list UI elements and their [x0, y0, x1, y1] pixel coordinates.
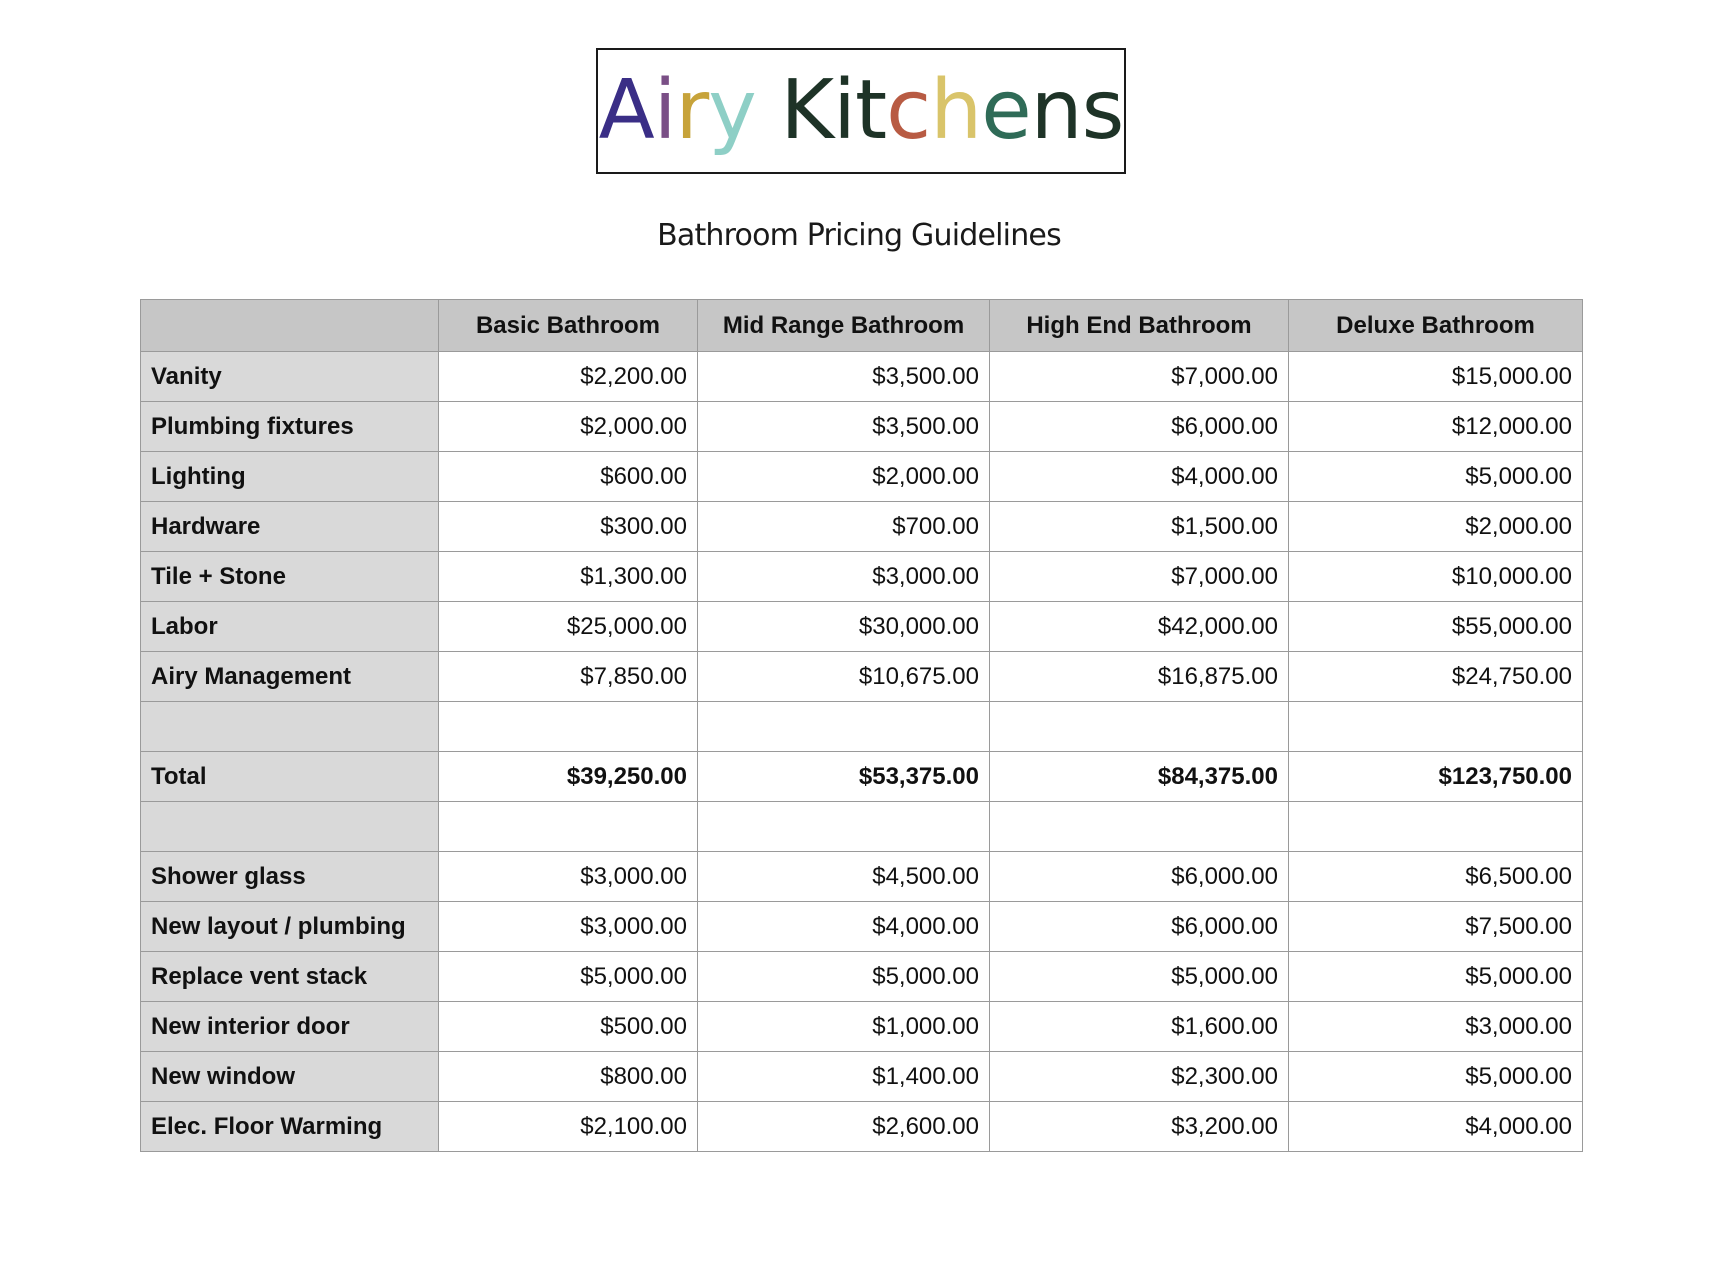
price-cell: $2,100.00 [439, 1102, 698, 1152]
logo-letter: t [854, 63, 887, 158]
price-cell: $1,400.00 [698, 1052, 990, 1102]
table-row [141, 952, 1583, 1002]
logo-letter: r [675, 63, 709, 158]
price-cell: $7,000.00 [990, 552, 1289, 602]
price-cell: $24,750.00 [1289, 652, 1583, 702]
price-cell: $5,000.00 [1289, 952, 1583, 1002]
price-cell: $39,250.00 [439, 752, 698, 802]
row-label: Labor [141, 602, 439, 652]
table-row [141, 1002, 1583, 1052]
row-label: Total [141, 752, 439, 802]
total-row [141, 752, 1583, 802]
row-label: New window [141, 1052, 439, 1102]
row-label: Elec. Floor Warming [141, 1102, 439, 1152]
logo-letter: s [1081, 63, 1124, 158]
header-deluxe-bathroom: Deluxe Bathroom [1289, 300, 1583, 352]
logo-letter: i [653, 63, 676, 158]
row-label [141, 802, 439, 852]
row-label: New layout / plumbing [141, 902, 439, 952]
price-cell: $600.00 [439, 452, 698, 502]
price-cell: $800.00 [439, 1052, 698, 1102]
table-row [141, 502, 1583, 552]
price-cell: $6,000.00 [990, 902, 1289, 952]
row-label [141, 702, 439, 752]
price-cell: $12,000.00 [1289, 402, 1583, 452]
price-cell: $84,375.00 [990, 752, 1289, 802]
price-cell: $3,000.00 [439, 852, 698, 902]
table-row [141, 602, 1583, 652]
price-cell: $5,000.00 [698, 952, 990, 1002]
price-cell: $42,000.00 [990, 602, 1289, 652]
price-cell: $7,000.00 [990, 352, 1289, 402]
logo-letter: i [833, 63, 855, 158]
logo-letter: y [708, 63, 756, 158]
row-label: Vanity [141, 352, 439, 402]
table-row [141, 1102, 1583, 1152]
price-cell: $30,000.00 [698, 602, 990, 652]
price-cell: $1,300.00 [439, 552, 698, 602]
row-label: Shower glass [141, 852, 439, 902]
price-cell: $3,000.00 [439, 902, 698, 952]
price-cell: $53,375.00 [698, 752, 990, 802]
price-cell [698, 702, 990, 752]
price-cell [439, 702, 698, 752]
page-title: Bathroom Pricing Guidelines [657, 218, 1061, 253]
price-cell: $7,500.00 [1289, 902, 1583, 952]
spacer-row [141, 702, 1583, 752]
price-cell: $6,500.00 [1289, 852, 1583, 902]
price-cell: $6,000.00 [990, 402, 1289, 452]
price-cell [990, 702, 1289, 752]
price-cell: $2,600.00 [698, 1102, 990, 1152]
price-cell [698, 802, 990, 852]
table-row [141, 852, 1583, 902]
price-cell: $2,300.00 [990, 1052, 1289, 1102]
table-row [141, 352, 1583, 402]
price-cell: $7,850.00 [439, 652, 698, 702]
logo-wordmark [598, 63, 1124, 158]
price-cell: $16,875.00 [990, 652, 1289, 702]
price-cell: $10,675.00 [698, 652, 990, 702]
table-row [141, 902, 1583, 952]
logo-letter: A [598, 63, 654, 158]
row-label: Tile + Stone [141, 552, 439, 602]
row-label: Plumbing fixtures [141, 402, 439, 452]
row-label: Replace vent stack [141, 952, 439, 1002]
header-basic-bathroom: Basic Bathroom [439, 300, 698, 352]
spacer-row [141, 802, 1583, 852]
price-cell: $1,500.00 [990, 502, 1289, 552]
header-high-end-bathroom: High End Bathroom [990, 300, 1289, 352]
price-cell: $1,000.00 [698, 1002, 990, 1052]
logo-letter: e [981, 63, 1031, 158]
price-cell: $6,000.00 [990, 852, 1289, 902]
logo-letter: K [780, 63, 834, 158]
price-cell: $700.00 [698, 502, 990, 552]
logo-letter: n [1030, 63, 1082, 158]
price-cell: $5,000.00 [1289, 452, 1583, 502]
header-corner [141, 300, 439, 352]
price-cell: $4,000.00 [1289, 1102, 1583, 1152]
price-cell: $1,600.00 [990, 1002, 1289, 1052]
table-row [141, 402, 1583, 452]
price-cell: $15,000.00 [1289, 352, 1583, 402]
row-label: New interior door [141, 1002, 439, 1052]
price-cell: $2,200.00 [439, 352, 698, 402]
row-label: Hardware [141, 502, 439, 552]
table-row [141, 552, 1583, 602]
table-row [141, 452, 1583, 502]
price-cell [1289, 702, 1583, 752]
price-cell: $4,000.00 [698, 902, 990, 952]
price-cell: $300.00 [439, 502, 698, 552]
row-label: Lighting [141, 452, 439, 502]
price-cell: $5,000.00 [990, 952, 1289, 1002]
price-cell: $3,000.00 [698, 552, 990, 602]
price-cell: $4,500.00 [698, 852, 990, 902]
price-cell: $3,500.00 [698, 402, 990, 452]
pricing-table [140, 299, 1583, 1152]
price-cell: $5,000.00 [439, 952, 698, 1002]
price-cell: $2,000.00 [698, 452, 990, 502]
price-cell: $3,500.00 [698, 352, 990, 402]
table-row [141, 652, 1583, 702]
table-header-row [141, 300, 1583, 352]
price-cell: $2,000.00 [439, 402, 698, 452]
header-mid-range-bathroom: Mid Range Bathroom [698, 300, 990, 352]
table-row [141, 1052, 1583, 1102]
price-cell: $500.00 [439, 1002, 698, 1052]
price-cell: $25,000.00 [439, 602, 698, 652]
row-label: Airy Management [141, 652, 439, 702]
price-cell: $4,000.00 [990, 452, 1289, 502]
logo [596, 48, 1126, 174]
logo-letter: h [930, 63, 982, 158]
price-cell: $55,000.00 [1289, 602, 1583, 652]
price-cell: $3,000.00 [1289, 1002, 1583, 1052]
price-cell [439, 802, 698, 852]
price-cell: $2,000.00 [1289, 502, 1583, 552]
price-cell: $5,000.00 [1289, 1052, 1583, 1102]
price-cell: $3,200.00 [990, 1102, 1289, 1152]
price-cell: $123,750.00 [1289, 752, 1583, 802]
logo-letter: c [886, 63, 931, 158]
price-cell [1289, 802, 1583, 852]
price-cell [990, 802, 1289, 852]
price-cell: $10,000.00 [1289, 552, 1583, 602]
